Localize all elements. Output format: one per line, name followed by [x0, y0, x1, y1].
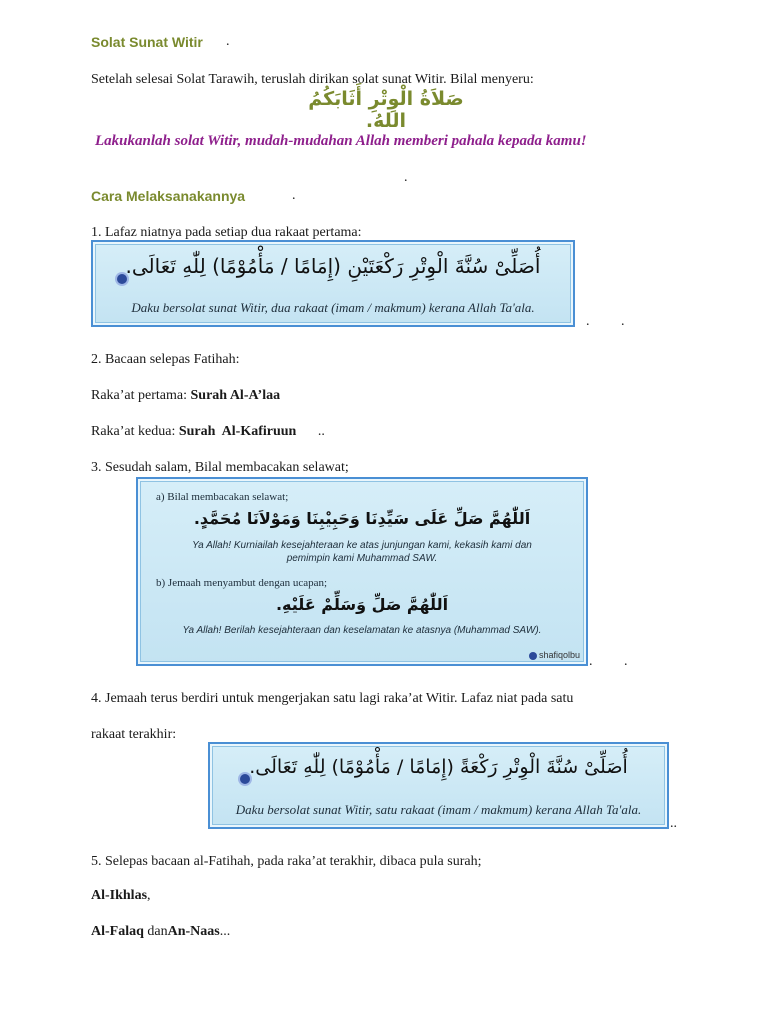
box3-trailing-dots: .. [670, 816, 677, 831]
surah-falaq-naas-line [91, 923, 230, 941]
selawat-box [136, 477, 588, 666]
title-text: Solat Sunat Witir [91, 34, 203, 50]
niat-one-arabic-text: أُصَلِّىْ سُنَّةَ الْوِتْرِ رَكْعَةً (إِمَامًا / مَأْمُوْمًا) لِلّٰهِ تَعَالَى. [249, 756, 628, 778]
step-5-text: 5. Selepas bacaan al-Fatihah, pada raka’at terakhir, dibaca pula surah; [91, 854, 482, 869]
selawat-translation-b: Ya Allah! Berilah kesejahteraan dan keselamatan ke atasnya (Muhammad SAW). [182, 625, 542, 636]
rakaat-1-label: Raka’at pertama: [91, 388, 191, 403]
title-dot: . [226, 34, 230, 49]
selawat-arabic-b: اَللّٰهُمَّ صَلِّ وَسَلِّمْ عَلَيْهِ. [275, 595, 449, 614]
rakaat-1-surah: Surah Al-A’laa [190, 388, 281, 403]
rakaat-1-line [91, 387, 280, 405]
surah-ikhlas-line [91, 887, 151, 905]
niat-arabic-text: أُصَلِّىْ سُنَّةَ الْوِتْرِ رَكْعَتَيْنِ (إِمَامًا / مَأْمُوْمًا) لِلّٰهِ تَعَالَى. [125, 254, 541, 278]
selawat-label-a: a) Bilal membacakan selawat; [156, 491, 289, 503]
step-2-text: 2. Bacaan selepas Fatihah: [91, 352, 240, 367]
conjunction-dan: dan [143, 924, 168, 939]
niat-box-one-rakaat [208, 742, 669, 829]
callout-text: Lakukanlah solat Witir, mudah-mudahan Allah memberi pahala kepada kamu! [95, 133, 587, 149]
surah-falaq: Al-Falaq [91, 924, 144, 939]
rakaat-2-dots: .. [317, 424, 325, 439]
niat-translation: Daku bersolat sunat Witir, dua rakaat (imam / makmum) kerana Allah Ta'ala. [131, 300, 535, 315]
ikhlas-comma: , [147, 888, 151, 903]
surah-ikhlas: Al-Ikhlas [91, 888, 148, 903]
surah-naas: An-Naas [167, 924, 220, 939]
step-4-line-1: 4. Jemaah terus berdiri untuk mengerjakan satu lagi raka’at Witir. Lafaz niat pada satu [91, 691, 574, 706]
rakaat-2-label: Raka’at kedua: [91, 424, 179, 439]
signature-logo-icon [529, 652, 537, 660]
arabic-call-text: صَلاَةُ الْوِتْرِ أَثَابَكُمُ اللهُ. [308, 88, 464, 132]
box2-trailing-dots: . . [589, 654, 628, 669]
step-4-line-2: rakaat terakhir: [91, 727, 177, 742]
selawat-label-b: b) Jemaah menyambut dengan ucapan; [156, 577, 328, 589]
section-heading [91, 188, 245, 204]
rakaat-2-line [91, 423, 325, 441]
step-3-text: 3. Sesudah salam, Bilal membacakan selawat; [91, 460, 349, 475]
rakaat-2-surah: Surah Al-Kafiruun [178, 424, 297, 439]
intro-paragraph: Setelah selesai Solat Tarawih, teruslah dirikan solat sunat Witir. Bilal menyeru: [91, 72, 534, 87]
section-heading-text: Cara Melaksanakannya [91, 188, 246, 204]
selawat-arabic-a: اَللّٰهُمَّ صَلِّ عَلَى سَيِّدِنَا وَحَبِيْبِنَا وَمَوْلاَنَا مُحَمَّدٍ. [193, 509, 531, 528]
niat-box-two-rakaat [91, 240, 575, 327]
signature-text: shafiqolbu [538, 650, 580, 660]
signature-watermark [529, 650, 580, 660]
step-1-text: 1. Lafaz niatnya pada setiap dua rakaat pertama: [91, 225, 362, 240]
document-title [91, 34, 203, 50]
naas-ellipsis: ... [219, 924, 231, 939]
selawat-translation-a: Ya Allah! Kurniailah kesejahteraan ke atas junjungan kami, kekasih kami dan pemimpin kami Muhammad SAW. [192, 540, 532, 564]
niat-one-translation: Daku bersolat sunat Witir, satu rakaat (imam / makmum) kerana Allah Ta'ala. [235, 802, 642, 817]
box1-trailing-dots: . . [586, 314, 625, 329]
separator-dot: . [404, 170, 408, 185]
section-dot: . [292, 188, 296, 203]
